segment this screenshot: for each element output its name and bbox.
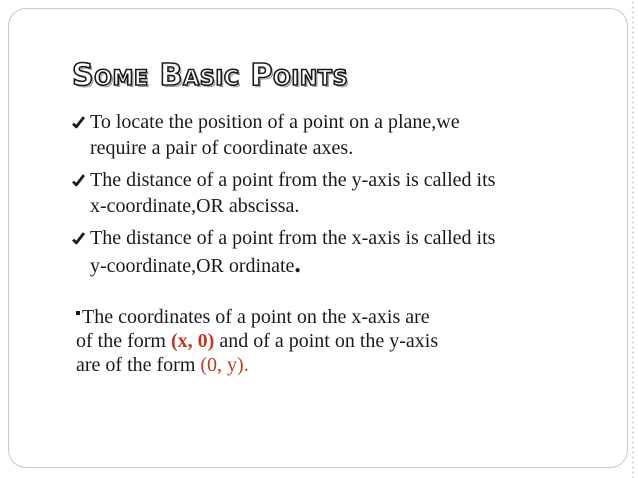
bullet-item xyxy=(72,225,612,279)
note-line2-before: of the form xyxy=(76,330,171,352)
bullet-text-line2-period: . xyxy=(294,249,301,278)
bullet-text-line1: The distance of a point from the y-axis is called its xyxy=(90,169,496,191)
square-bullet-icon xyxy=(76,311,80,315)
note-line2 xyxy=(76,329,556,353)
note-highlight-y-axis: (0, y). xyxy=(200,354,249,376)
note-highlight-x-axis: (x, 0) xyxy=(170,330,215,352)
slide-title: Some Basic Points xyxy=(72,58,349,93)
note-line1-text: The coordinates of a point on the x-axis are xyxy=(82,306,430,328)
note-line3-before: are of the form xyxy=(76,354,201,376)
bullet-list xyxy=(72,109,612,285)
note-line1 xyxy=(76,305,556,329)
checkmark-bullet-icon xyxy=(72,174,85,187)
bullet-text-line2-main: y-coordinate,OR ordinate xyxy=(90,255,295,277)
checkmark-bullet-icon xyxy=(72,232,85,245)
bullet-text-line2: x-coordinate,OR abscissa. xyxy=(90,195,300,217)
bullet-text-line1: The distance of a point from the x-axis is called its xyxy=(90,227,496,249)
note-line3 xyxy=(76,353,556,377)
bullet-item xyxy=(72,109,612,161)
bullet-text-line1: To locate the position of a point on a plane,we xyxy=(90,111,460,133)
coordinates-note xyxy=(76,305,556,377)
decorative-dot-border xyxy=(630,0,636,478)
bullet-text-line2 xyxy=(90,251,612,279)
checkmark-bullet-icon xyxy=(72,116,85,129)
bullet-item xyxy=(72,167,612,219)
note-line2-after: and of a point on the y-axis xyxy=(214,330,439,352)
bullet-text-line2: require a pair of coordinate axes. xyxy=(90,137,354,159)
